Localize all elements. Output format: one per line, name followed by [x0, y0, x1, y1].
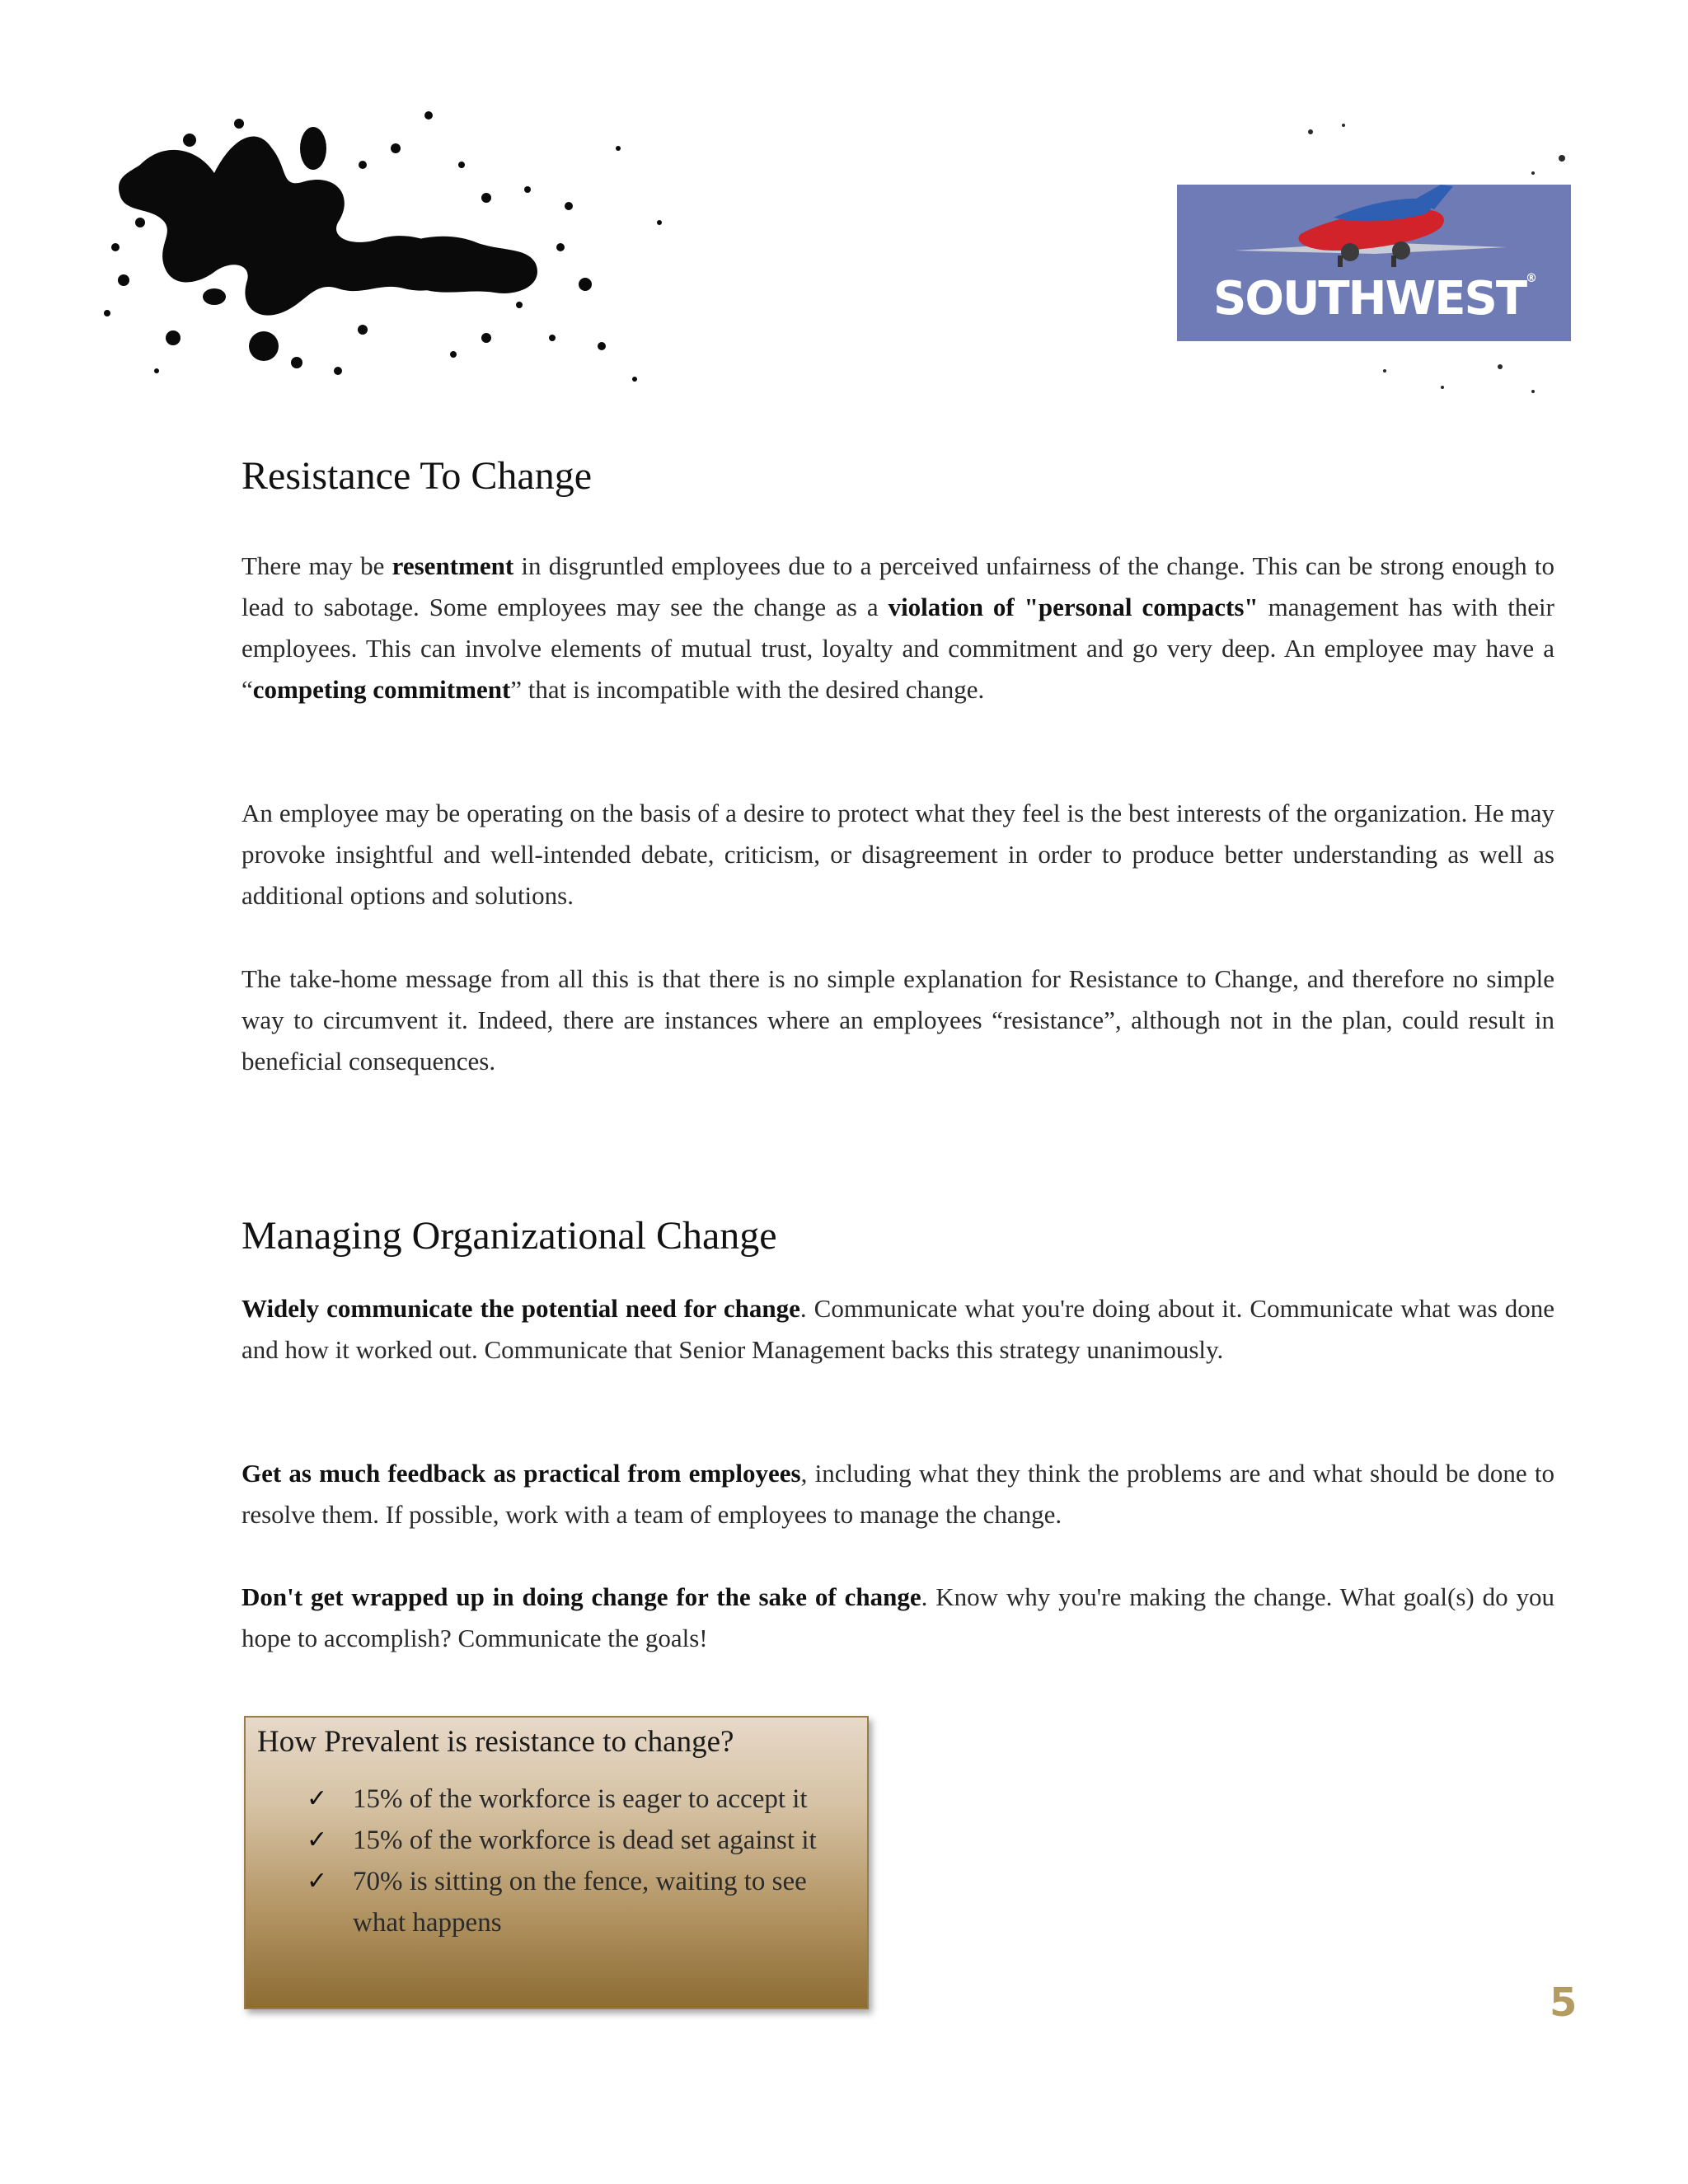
callout-title: How Prevalent is resistance to change? [257, 1725, 734, 1759]
southwest-logo [1177, 185, 1571, 341]
list-item: ✓ 70% is sitting on the fence, waiting to see what happens [307, 1861, 851, 1943]
page-number: 5 [1550, 1980, 1578, 2026]
heading-managing-organizational-change: Managing Organizational Change [241, 1214, 777, 1258]
list-item: ✓ 15% of the workforce is dead set against it [307, 1820, 851, 1861]
paragraph-resentment: There may be resentment in disgruntled employees due to a perceived unfairness of the change. This can be strong enough to lead to sabotage. Some employees may see the change as a violation of "personal compacts" management has with their employees. This can involve elements of mutual trust, loyalty and commitment and go very deep. An employee may have a “competing commitment” that is incompatible with the desired change. [241, 551, 1554, 704]
checkmark-icon: ✓ [307, 1825, 328, 1854]
checkmark-icon: ✓ [307, 1784, 328, 1813]
paragraph-change-for-sake: Don't get wrapped up in doing change for the sake of change. Know why you're making the change. What goal(s) do you hope to accomplish? Communicate the goals! [241, 1582, 1555, 1652]
paragraph-take-home-message: The take-home message from all this is that there is no simple explanation for Resistance to Change, and therefore no simple way to circumvent it. Indeed, there are instances where an employees “resistance”, although not in the plan, could result in beneficial consequences. [241, 964, 1554, 1076]
prevalence-callout-box [244, 1716, 869, 2009]
paragraph-protect-interests: An employee may be operating on the basis of a desire to protect what they feel is the best interests of the organization. He may provoke insightful and well-intended debate, criticism, or disagreement in order to produce better understanding as well as additional options and solutions. [241, 799, 1554, 910]
callout-list [307, 1779, 851, 1943]
heading-resistance-to-change: Resistance To Change [241, 454, 592, 498]
checkmark-icon: ✓ [307, 1867, 328, 1896]
ink-splatter-graphic [91, 91, 684, 404]
paragraph-communicate: Widely communicate the potential need for change. Communicate what you're doing about it. Communicate what was done and how it worked out. Communicate that Senior Management backs this strategy unanimously. [241, 1294, 1555, 1364]
paragraph-feedback: Get as much feedback as practical from employees, including what they think the problems are and what should be done to resolve them. If possible, work with a team of employees to manage the change. [241, 1459, 1554, 1529]
logo-wordmark: SOUTHWEST® [1213, 272, 1538, 326]
list-item: ✓ 15% of the workforce is eager to accept it [307, 1779, 851, 1820]
